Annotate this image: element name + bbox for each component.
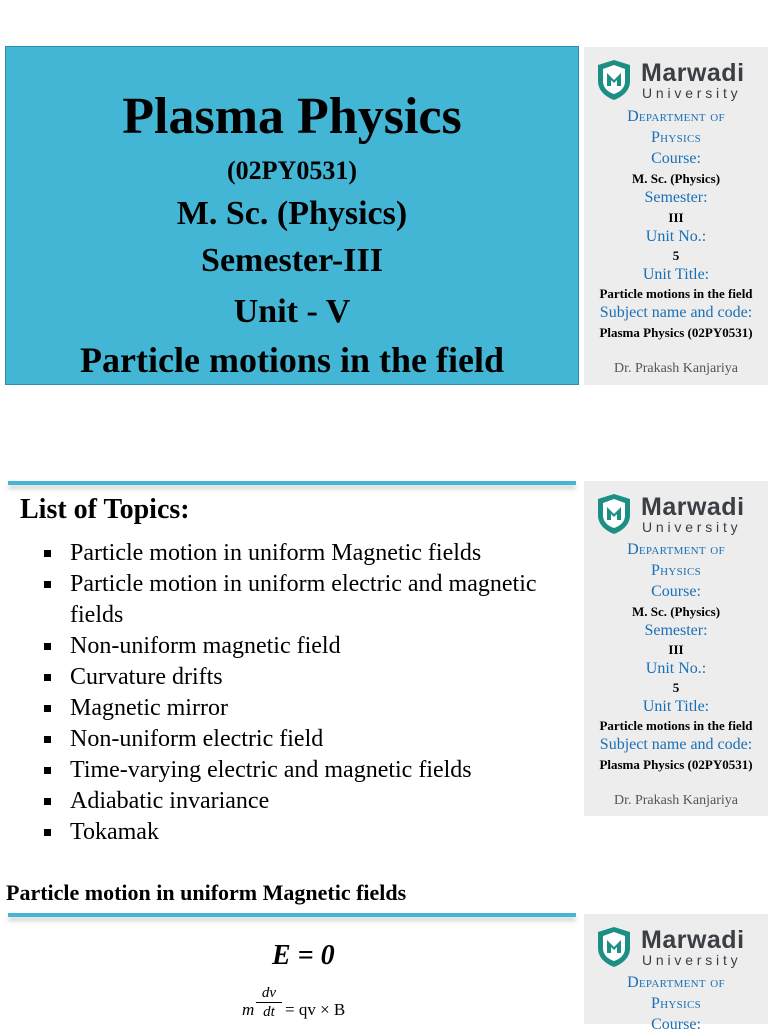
list-item: Particle motion in uniform Magnetic fields	[44, 538, 564, 569]
course-code: (02PY0531)	[227, 156, 357, 185]
unit-no-label: Unit No.:	[645, 228, 707, 245]
author-name: Dr. Prakash Kanjariya	[613, 793, 739, 808]
unit-no-value: 5	[672, 680, 680, 695]
list-item: Magnetic mirror	[44, 693, 564, 724]
square-bullet-icon	[44, 705, 51, 712]
square-bullet-icon	[44, 581, 51, 588]
square-bullet-icon	[44, 674, 51, 681]
unit-no-value: 5	[672, 248, 680, 263]
slide3-top-rule	[8, 913, 576, 917]
square-bullet-icon	[44, 736, 51, 743]
course-label: Course:	[651, 150, 701, 167]
unit-no-label: Unit No.:	[645, 660, 707, 677]
unit-title-value: Particle motions in the field	[599, 718, 753, 733]
subject-value: Plasma Physics (02PY0531)	[599, 325, 753, 340]
list-item: Tokamak	[44, 817, 564, 848]
semester-value: III	[668, 210, 684, 225]
university-sidebar	[584, 47, 768, 385]
slide2-top-rule	[8, 481, 576, 485]
eq-mass: m	[242, 1000, 255, 1019]
subject-value: Plasma Physics (02PY0531)	[599, 757, 753, 772]
subject-label: Subject name and code:	[599, 304, 753, 321]
course-value: M. Sc. (Physics)	[631, 171, 721, 186]
eq-denominator: dt	[263, 1004, 275, 1020]
equation-e-zero: E = 0	[272, 940, 335, 971]
square-bullet-icon	[44, 643, 51, 650]
list-item: Non-uniform magnetic field	[44, 631, 564, 662]
shield-icon	[596, 59, 632, 101]
square-bullet-icon	[44, 798, 51, 805]
department-line2: Physics	[650, 129, 702, 146]
semester-title: Semester-III	[201, 242, 383, 279]
unit-title-label: Unit Title:	[642, 698, 710, 715]
topics-heading: List of Topics:	[20, 494, 190, 525]
eq-rhs: = qv × B	[285, 1000, 346, 1019]
university-sidebar	[584, 481, 768, 816]
course-value: M. Sc. (Physics)	[631, 604, 721, 619]
logo-name: Marwadi	[641, 493, 745, 521]
department-line1: Department of	[627, 541, 725, 558]
university-logo	[596, 493, 764, 535]
semester-value: III	[668, 642, 684, 657]
logo-subtitle: University	[642, 952, 742, 968]
logo-name: Marwadi	[641, 926, 745, 954]
subject-label: Subject name and code:	[599, 736, 753, 753]
list-item: Curvature drifts	[44, 662, 564, 693]
list-item: Adiabatic invariance	[44, 786, 564, 817]
eq-derivative	[256, 984, 282, 1021]
logo-name: Marwadi	[641, 59, 745, 87]
course-label: Course:	[651, 1016, 701, 1033]
university-sidebar	[584, 914, 768, 1033]
slide3-heading: Particle motion in uniform Magnetic fields	[6, 880, 407, 905]
program-name: M. Sc. (Physics)	[176, 195, 408, 232]
topic-list	[44, 538, 564, 848]
square-bullet-icon	[44, 550, 51, 557]
unit-title-value: Particle motions in the field	[599, 286, 753, 301]
list-item: Time-varying electric and magnetic fields	[44, 755, 564, 786]
shield-icon	[596, 493, 632, 535]
university-logo	[596, 59, 764, 101]
department-line1: Department of	[627, 108, 725, 125]
author-name: Dr. Prakash Kanjariya	[613, 361, 739, 376]
eq-numerator: dv	[261, 985, 277, 1001]
logo-subtitle: University	[642, 85, 742, 101]
title-slide-box	[5, 46, 579, 385]
list-item: Particle motion in uniform electric and magnetic fields	[44, 569, 564, 631]
university-logo	[596, 926, 764, 968]
semester-label: Semester:	[644, 189, 708, 206]
square-bullet-icon	[44, 829, 51, 836]
semester-label: Semester:	[644, 622, 708, 639]
department-line1: Department of	[627, 974, 725, 991]
unit-title-label: Unit Title:	[642, 266, 710, 283]
equation-lorentz-force	[242, 984, 402, 1024]
shield-icon	[596, 926, 632, 968]
department-line2: Physics	[650, 562, 702, 579]
logo-subtitle: University	[642, 519, 742, 535]
department-line2: Physics	[650, 995, 702, 1012]
unit-topic: Particle motions in the field	[80, 340, 504, 380]
course-title: Plasma Physics	[122, 88, 462, 145]
square-bullet-icon	[44, 767, 51, 774]
unit-title: Unit - V	[233, 293, 351, 330]
course-label: Course:	[651, 583, 701, 600]
list-item: Non-uniform electric field	[44, 724, 564, 755]
